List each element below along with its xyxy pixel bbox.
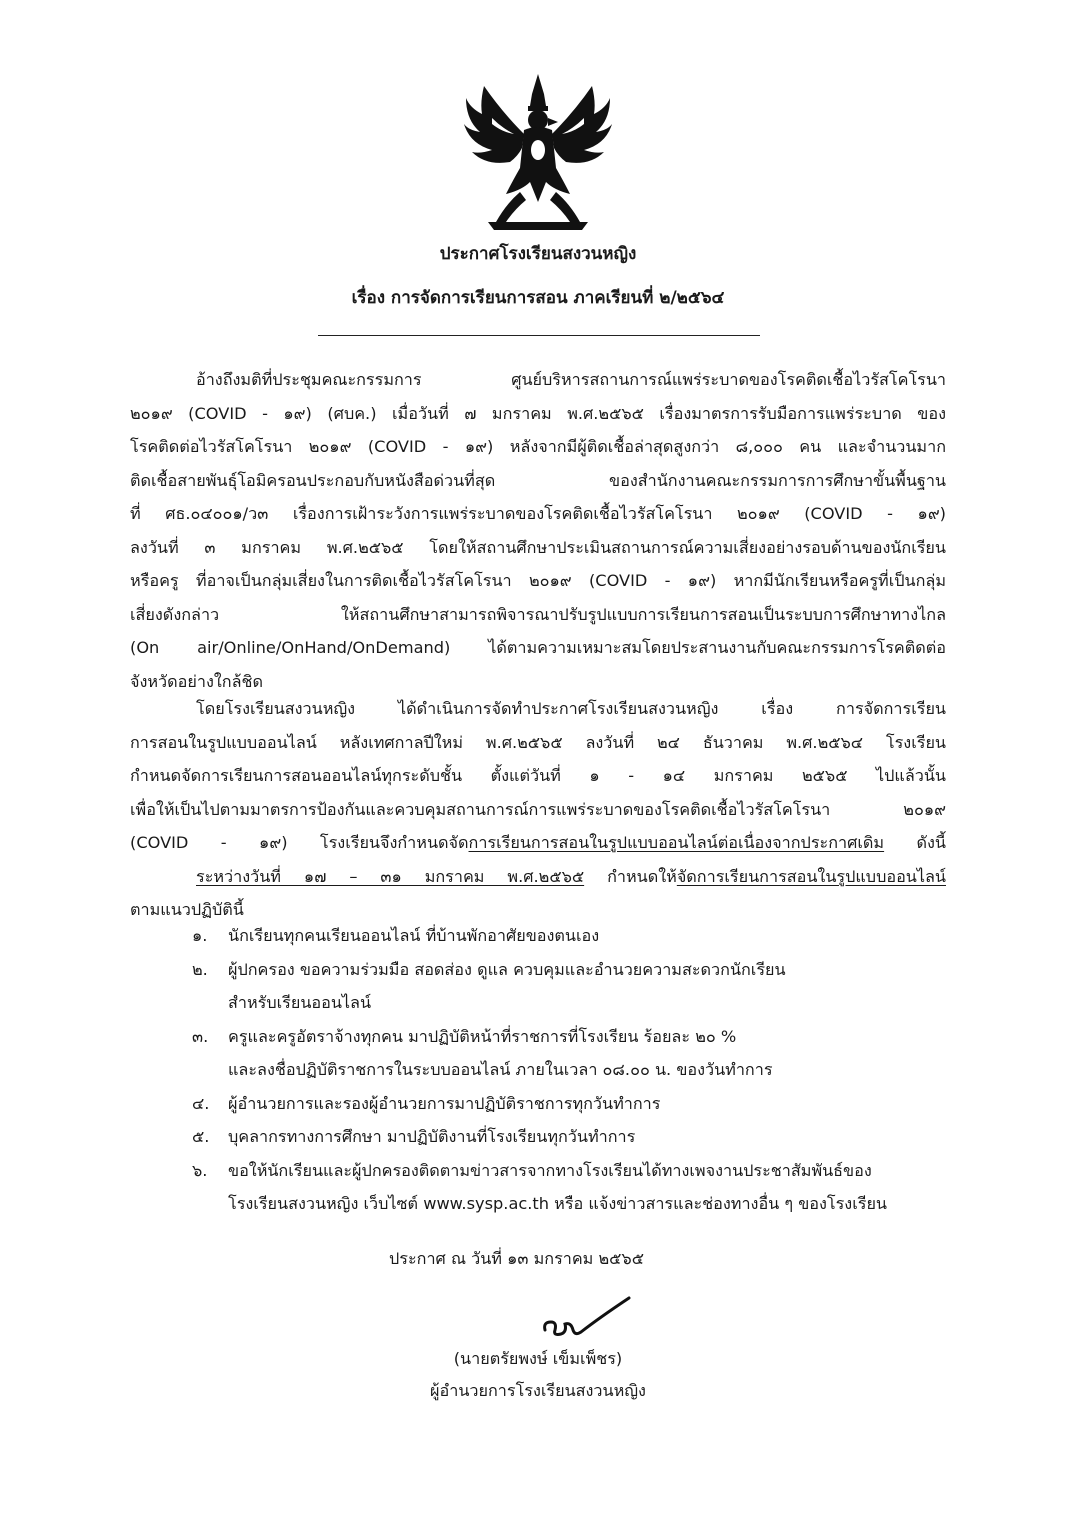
list-item	[192, 1020, 952, 1087]
paragraph-line: หรือครู ที่อาจเป็นกลุ่มเสี่ยงในการติดเชื้อไวรัสโคโรนา ๒๐๑๙ (COVID - ๑๙) หากมีนักเรียนหรือครูที่เป็นกลุ่ม	[130, 571, 946, 590]
announcement-title: ประกาศโรงเรียนสงวนหญิง	[439, 244, 637, 264]
announcement-date: ประกาศ ณ วันที่ ๑๓ มกราคม ๒๕๖๕	[389, 1249, 644, 1268]
underlined-phrase: การเรียนการสอนในรูปแบบออนไลน์ต่อเนื่องจากประกาศเดิม	[468, 833, 885, 852]
item-number: ๒.	[192, 959, 208, 979]
line-suffix: ดังนี้	[884, 833, 946, 852]
paragraph-line: การสอนในรูปแบบออนไลน์ หลังเทศกาลปีใหม่ พ.ศ.๒๕๖๕ ลงวันที่ ๒๔ ธันวาคม พ.ศ.๒๕๖๔ โรงเรียน	[130, 732, 946, 752]
signature-icon	[535, 1294, 635, 1344]
paragraph-line: กำหนดจัดการเรียนการสอนออนไลน์ทุกระดับชั้น ตั้งแต่วันที่ ๑ - ๑๔ มกราคม ๒๕๖๕ ไปแล้วนั้น	[130, 766, 946, 785]
item-number: ๖.	[192, 1160, 208, 1180]
signer-position: ผู้อำนวยการโรงเรียนสงวนหญิง	[430, 1381, 646, 1400]
announcement-subject: เรื่อง การจัดการเรียนการสอน ภาคเรียนที่ ๒/๒๕๖๔	[351, 288, 725, 308]
item-text	[228, 1020, 952, 1087]
paragraph-line: ที่ ศธ.๐๔๐๐๑/ว๓ เรื่องการเฝ้าระวังการแพร่ระบาดของโรคติดเชื้อไวรัสโคโรนา ๒๐๑๙ (COVID - ๑๙)	[130, 504, 946, 523]
paragraph-line	[130, 860, 946, 894]
list-item	[192, 919, 952, 953]
item-text	[228, 1087, 952, 1121]
list-item	[192, 953, 952, 1020]
paragraph-line: ลงวันที่ ๓ มกราคม พ.ศ.๒๕๖๕ โดยให้สถานศึกษาประเมินสถานการณ์ความเสี่ยงอย่างรอบด้านของนักเรียน	[130, 537, 946, 557]
paragraph-school-action	[130, 692, 946, 927]
paragraph-line: อ้างถึงมติที่ประชุมคณะกรรมการ ศูนย์บริหารสถานการณ์แพร่ระบาดของโรคติดเชื้อไวรัสโคโรนา	[196, 370, 946, 389]
item-line: ขอให้นักเรียนและผู้ปกครองติดตามข่าวสารจากทางโรงเรียนได้ทางเพจงานประชาสัมพันธ์ของ	[228, 1160, 872, 1180]
online-learning-underlined: จัดการเรียนการสอนในรูปแบบออนไลน์	[676, 866, 946, 886]
garuda-emblem-icon	[462, 72, 614, 232]
item-text	[228, 953, 952, 1020]
item-text	[228, 919, 952, 953]
item-text	[228, 1120, 952, 1154]
paragraph-reference	[130, 363, 946, 698]
paragraph-line: ติดเชื้อสายพันธุ์โอมิครอนประกอบกับหนังสือด่วนที่สุด ของสำนักงานคณะกรรมการการศึกษาขั้นพื้นฐาน	[130, 470, 946, 490]
item-line: สำหรับเรียนออนไลน์	[228, 993, 372, 1012]
item-number: ๕.	[192, 1127, 210, 1146]
guidelines-list	[192, 919, 952, 1221]
item-line: ผู้อำนวยการและรองผู้อำนวยการมาปฏิบัติราชการทุกวันทำการ	[228, 1093, 661, 1113]
paragraph-line: ตามแนวปฏิบัตินี้	[130, 900, 244, 919]
item-number: ๔.	[192, 1093, 210, 1113]
item-line: และลงชื่อปฏิบัติราชการในระบบออนไลน์ ภายในเวลา ๐๘.๐๐ น. ของวันทำการ	[228, 1060, 773, 1079]
item-line: ครูและครูอัตราจ้างทุกคน มาปฏิบัติหน้าที่ราชการที่โรงเรียน ร้อยละ ๒๐ %	[228, 1026, 737, 1046]
paragraph-line: โรคติดต่อไวรัสโคโรนา ๒๐๑๙ (COVID - ๑๙) หลังจากมีผู้ติดเชื้อล่าสุดสูงกว่า ๘,๐๐๐ คน และจำนวนมาก	[130, 437, 946, 456]
date-range-underlined: ระหว่างวันที่ ๑๗ – ๓๑ มกราคม พ.ศ.๒๕๖๕	[196, 866, 585, 886]
paragraph-line: จังหวัดอย่างใกล้ชิด	[130, 671, 263, 691]
title-divider	[318, 335, 760, 336]
line-middle: กำหนดให้	[584, 866, 677, 886]
signer-name: (นายตรัยพงษ์ เข็มเพ็ชร)	[453, 1349, 623, 1368]
item-line: โรงเรียนสงวนหญิง เว็บไซต์ www.sysp.ac.th หรือ แจ้งข่าวสารและช่องทางอื่น ๆ ของโรงเรียน	[228, 1194, 887, 1213]
list-item	[192, 1120, 952, 1154]
paragraph-line: โดยโรงเรียนสงวนหญิง ได้ดำเนินการจัดทำประกาศโรงเรียนสงวนหญิง เรื่อง การจัดการเรียน	[196, 699, 946, 718]
item-number: ๑.	[192, 926, 208, 945]
paragraph-line: ๒๐๑๙ (COVID - ๑๙) (ศบค.) เมื่อวันที่ ๗ มกราคม พ.ศ.๒๕๖๕ เรื่องมาตรการรับมือการแพร่ระบาด ของ	[130, 403, 946, 423]
item-text	[228, 1154, 952, 1221]
item-line: ผู้ปกครอง ขอความร่วมมือ สอดส่อง ดูแล ควบคุมและอำนวยความสะดวกนักเรียน	[228, 959, 786, 979]
paragraph-line: (On air/Online/OnHand/OnDemand) ได้ตามความเหมาะสมโดยประสานงานกับคณะกรรมการโรคติดต่อ	[130, 638, 946, 657]
item-line: นักเรียนทุกคนเรียนออนไลน์ ที่บ้านพักอาศัยของตนเอง	[228, 926, 600, 945]
list-item	[192, 1087, 952, 1121]
list-item	[192, 1154, 952, 1221]
paragraph-line: เพื่อให้เป็นไปตามมาตรการป้องกันและควบคุมสถานการณ์การแพร่ระบาดของโรคติดเชื้อไวรัสโคโรนา ๒๐๑๙	[130, 799, 946, 819]
line-prefix: (COVID - ๑๙) โรงเรียนจึงกำหนดจัด	[130, 833, 469, 852]
paragraph-line	[130, 826, 946, 860]
item-number: ๓.	[192, 1026, 209, 1046]
paragraph-line: เสี่ยงดังกล่าว ให้สถานศึกษาสามารถพิจารณาปรับรูปแบบการเรียนการสอนเป็นระบบการศึกษาทางไกล	[130, 604, 946, 624]
item-line: บุคลากรทางการศึกษา มาปฏิบัติงานที่โรงเรียนทุกวันทำการ	[228, 1127, 636, 1146]
